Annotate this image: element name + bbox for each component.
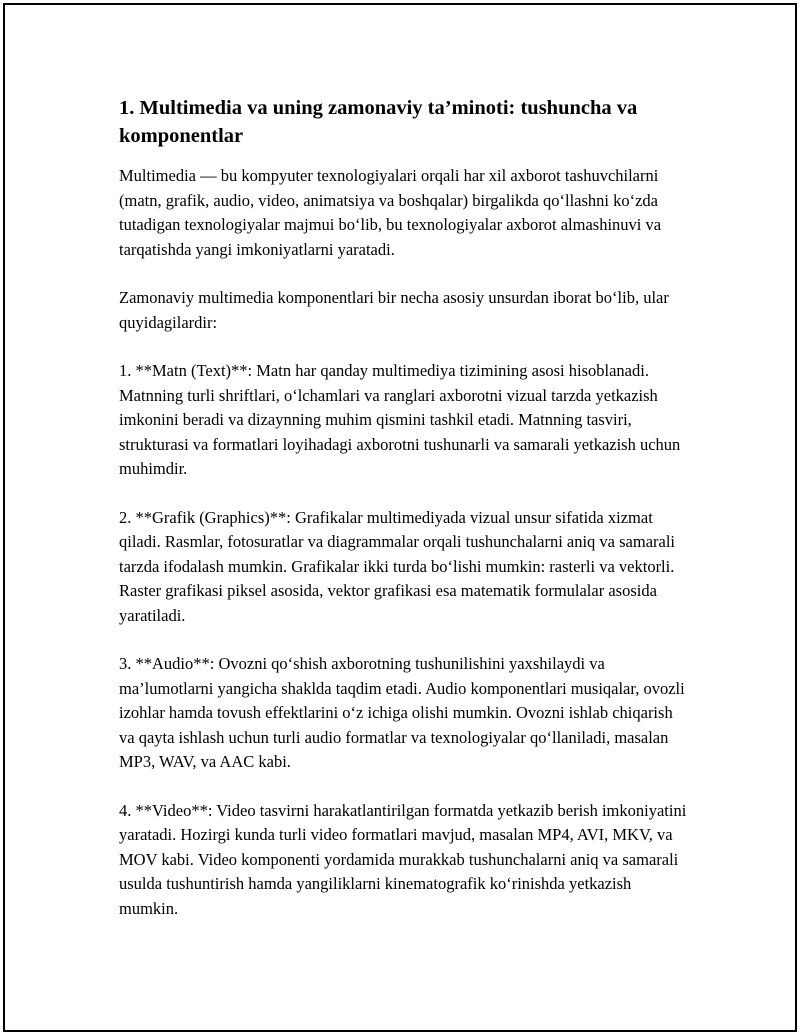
audio-component-paragraph: 3. **Audio**: Ovozni qo‘shish axborotning tushunilishini yaxshilaydi va ma’lumotlarni yangicha shaklda taqdim etadi. Audio komponentlari musiqalar, ovozli izohlar hamda tovush effektlarini o‘z ichiga olishi mumkin. Ovozni ishlab chiqarish va qayta ishlash uchun turli audio formatlar va texnologiyalar qo‘llaniladi, masalan MP3, WAV, va AAC kabi.: [119, 654, 685, 771]
document-title: 1. Multimedia va uning zamonaviy ta’minoti: tushuncha va komponentlar: [119, 97, 638, 147]
graphics-component-paragraph: 2. **Grafik (Graphics)**: Grafikalar multimediyada vizual unsur sifatida xizmat qiladi. Rasmlar, fotosuratlar va diagrammalar orqali tushunchalarni aniq va samarali tarzda ifodalash mumkin. Grafikalar ikki turda bo‘lishi mumkin: rasterli va vektorli. Raster grafikasi piksel asosida, vektor grafikasi esa matematik formulalar asosida yaratiladi.: [119, 507, 676, 625]
intro-paragraph: Multimedia — bu kompyuter texnologiyalari orqali har xil axborot tashuvchilarni (matn, grafik, audio, video, animatsiya va boshqalar) birgalikda qo‘llashni ko‘zda tutadigan texnologiyalar majmui bo‘lib, bu texnologiyalar axborot almashinuvi va tarqatishda yangi imkoniyatlarni yaratadi.: [119, 166, 662, 259]
text-component-paragraph: 1. **Matn (Text)**: Matn har qanday multimediya tizimining asosi hisoblanadi. Matnning turli shriftlari, o‘lchamlari va ranglari axborotni vizual tarzda yetkazish imkonini beradi va dizaynning muhim qismini tashkil etadi. Matnning tasviri, strukturasi va formatlari loyihadagi axborotni tushunarli va samarali yetkazish uchun muhimdir.: [119, 361, 681, 478]
document-page: [3, 3, 797, 1032]
video-component-paragraph: 4. **Video**: Video tasvirni harakatlantirilgan formatda yetkazib berish imkoniyatini yaratadi. Hozirgi kunda turli video formatlari mavjud, masalan MP4, AVI, MKV, va MOV kabi. Video komponenti yordamida murakkab tushunchalarni aniq va samarali usulda tushuntirish hamda yangiliklarni kinematografik ko‘rinishda yetkazish mumkin.: [119, 800, 687, 918]
components-intro-paragraph: Zamonaviy multimedia komponentlari bir necha asosiy unsurdan iborat bo‘lib, ular quyidagilardir:: [119, 288, 669, 332]
document-content: [119, 94, 689, 945]
